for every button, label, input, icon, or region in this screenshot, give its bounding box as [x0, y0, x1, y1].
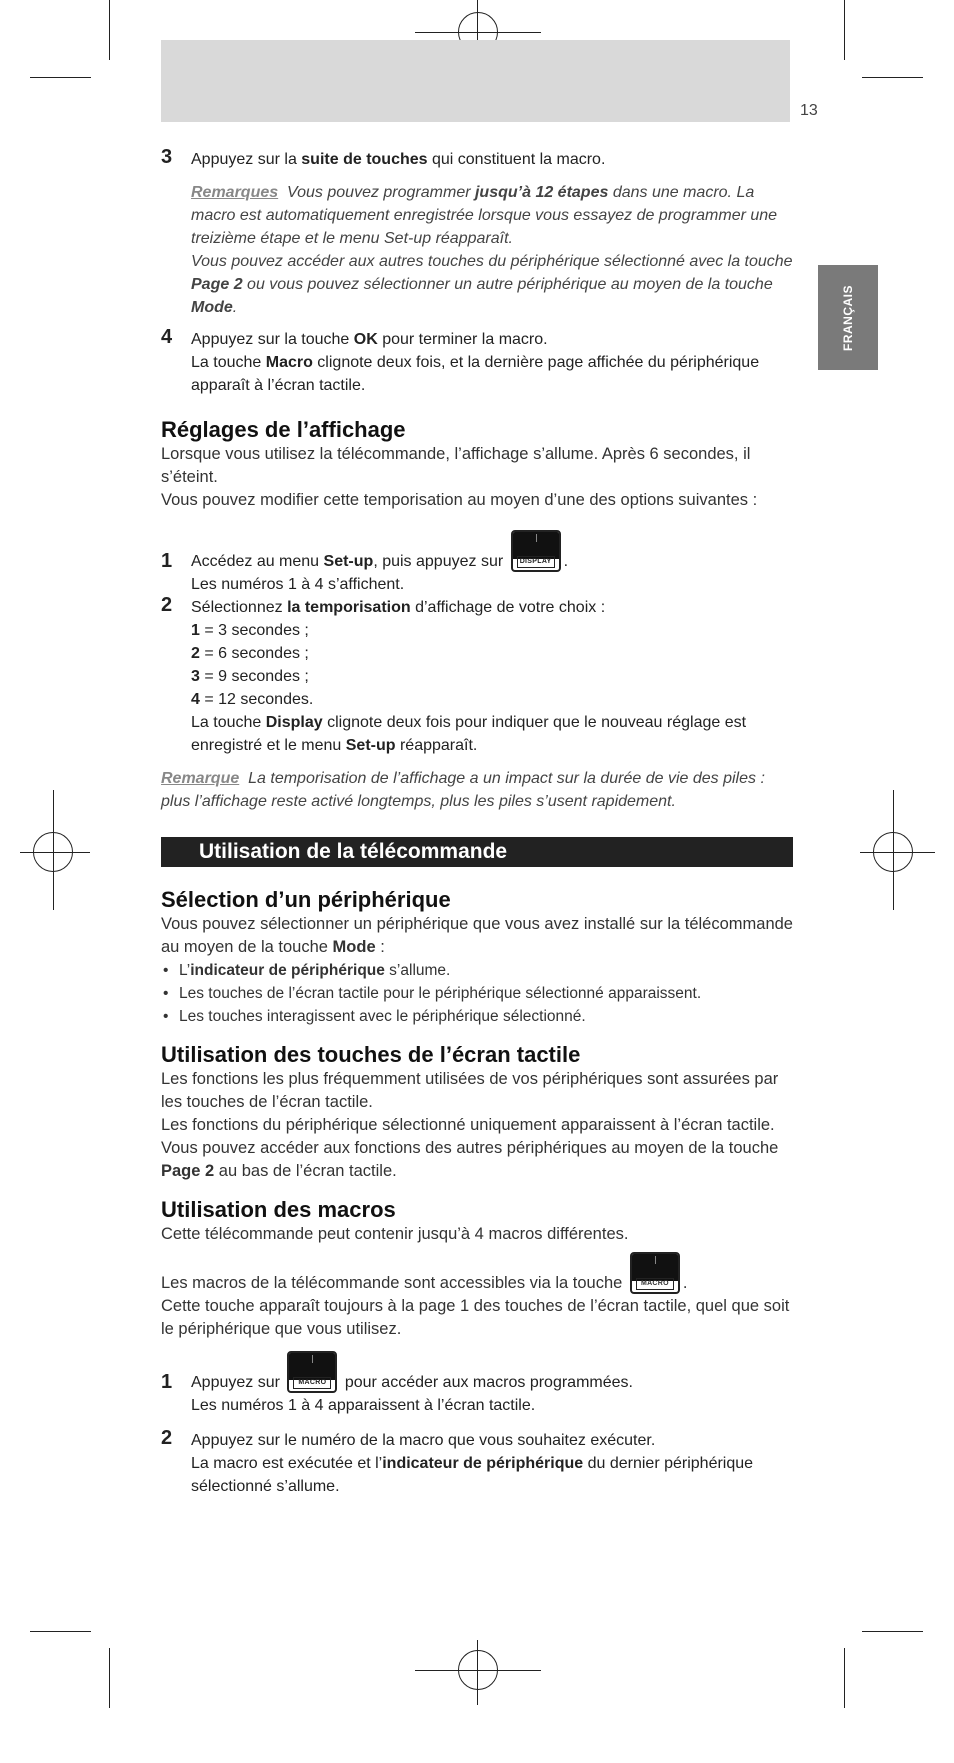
page-number: 13	[800, 102, 818, 119]
paragraph: Les fonctions du périphérique sélectionné uniquement apparaissent à l’écran tactile. Vous pouvez accéder aux fonctions des autres périphériques au moyen de la touche Page 2 au bas de l’écran tactile.	[161, 1116, 779, 1180]
step-text: Accédez au menu Set-up, puis appuyez sur DISPLAY .	[191, 530, 793, 573]
header-band	[161, 40, 790, 122]
page-content	[161, 148, 793, 1498]
registration-mark	[415, 32, 541, 33]
crop-mark	[844, 0, 845, 60]
section-title-device: Sélection d’un périphérique	[161, 887, 451, 912]
step-text: Appuyez sur la suite de touches qui constituent la macro.	[191, 151, 606, 168]
note-remarques: Remarques Vous pouvez programmer jusqu’à 12 étapes dans une macro. La macro est automatiquement enregistrée lorsque vous essayez de programmer une treizième étape et le menu Set-up réapparaît. Vous pouvez accéder aux autres touches du périphérique sélectionné avec la touche Page 2 ou vous pouvez sélectionner un autre périphérique au moyen de la touche Mode.	[191, 184, 793, 316]
bullet-list	[161, 959, 793, 1028]
registration-mark	[415, 1670, 541, 1671]
step-number: 3	[161, 146, 173, 168]
step-number: 2	[161, 594, 173, 616]
step-number: 2	[161, 1427, 173, 1449]
step-subtext: La macro est exécutée et l’indicateur de périphérique du dernier périphérique sélectionné s’allume.	[191, 1455, 754, 1495]
paragraph: Cette télécommande peut contenir jusqu’à 4 macros différentes.	[161, 1225, 629, 1243]
step-subtext: Les numéros 1 à 4 apparaissent à l’écran tactile.	[191, 1397, 536, 1414]
macro-key-icon: MACRO	[287, 1351, 337, 1393]
option-item: 2 = 6 secondes ;	[191, 645, 309, 662]
language-tab	[818, 265, 878, 370]
step-subtext: Les numéros 1 à 4 s’affichent.	[191, 576, 405, 593]
registration-mark	[893, 790, 894, 910]
registration-mark	[477, 1640, 478, 1705]
display-step-2	[161, 596, 793, 757]
crop-mark	[862, 77, 923, 78]
paragraph: Vous pouvez sélectionner un périphérique que vous avez installé sur la télécommande au moyen de la touche Mode :	[161, 915, 793, 956]
crop-mark	[30, 1631, 91, 1632]
paragraph: Cette touche apparaît toujours à la page 1 des touches de l’écran tactile, quel que soit le périphérique que vous utilisez.	[161, 1297, 790, 1338]
section-title-touch: Utilisation des touches de l’écran tactile	[161, 1042, 581, 1067]
step-subtext: La touche Macro clignote deux fois, et la dernière page affichée du périphérique apparaît à l’écran tactile.	[191, 354, 760, 394]
option-item: 4 = 12 secondes.	[191, 691, 314, 708]
option-item: 1 = 3 secondes ;	[191, 622, 309, 639]
crop-mark	[844, 1648, 845, 1708]
macro-step-2	[161, 1429, 793, 1498]
step-4	[161, 328, 793, 397]
step-3	[161, 148, 793, 171]
section-title-macros: Utilisation des macros	[161, 1197, 396, 1222]
note-label: Remarque	[161, 770, 240, 787]
step-text: Appuyez sur MACRO pour accéder aux macros programmées.	[191, 1351, 793, 1394]
note-label: Remarques	[191, 184, 279, 201]
display-step-1	[161, 530, 793, 596]
step-number: 1	[161, 1371, 173, 1393]
section-title-display: Réglages de l’affichage	[161, 417, 406, 442]
section-bar-usage: Utilisation de la télécommande	[161, 837, 793, 867]
registration-mark	[53, 790, 54, 910]
step-number: 1	[161, 550, 173, 572]
step-subtext: La touche Display clignote deux fois pour indiquer que le nouveau réglage est enregistré et le menu Set-up réapparaît.	[191, 714, 747, 754]
crop-mark	[30, 77, 91, 78]
step-text: Sélectionnez la temporisation d’affichage de votre choix :	[191, 599, 606, 616]
crop-mark	[109, 1648, 110, 1708]
macro-key-icon: MACRO	[630, 1252, 680, 1294]
registration-mark	[20, 852, 90, 853]
step-text: Appuyez sur la touche OK pour terminer la macro.	[191, 331, 548, 348]
list-item: • Les touches interagissent avec le périphérique sélectionné.	[161, 1005, 793, 1028]
paragraph: Lorsque vous utilisez la télécommande, l’affichage s’allume. Après 6 secondes, il s’éteint.	[161, 445, 751, 486]
list-item: • L’indicateur de périphérique s’allume.	[161, 959, 793, 982]
option-item: 3 = 9 secondes ;	[191, 668, 309, 685]
display-key-icon: DISPLAY	[511, 530, 561, 572]
language-tab-label: FRANÇAIS	[841, 284, 855, 351]
paragraph: Les fonctions les plus fréquemment utilisées de vos périphériques sont assurées par les touches de l’écran tactile.	[161, 1070, 779, 1111]
note-remarque: Remarque La temporisation de l’affichage a un impact sur la durée de vie des piles : plus l’affichage reste activé longtemps, plus les piles s’usent rapidement.	[161, 770, 765, 810]
crop-mark	[862, 1631, 923, 1632]
step-text: Appuyez sur le numéro de la macro que vous souhaitez exécuter.	[191, 1432, 656, 1449]
macro-step-1	[161, 1351, 793, 1417]
paragraph: Les macros de la télécommande sont accessibles via la touche MACRO .	[161, 1252, 793, 1295]
registration-mark	[860, 852, 935, 853]
list-item: • Les touches de l’écran tactile pour le périphérique sélectionné apparaissent.	[161, 982, 793, 1005]
crop-mark	[109, 0, 110, 60]
paragraph: Vous pouvez modifier cette temporisation au moyen d’une des options suivantes :	[161, 491, 758, 509]
step-number: 4	[161, 326, 173, 348]
